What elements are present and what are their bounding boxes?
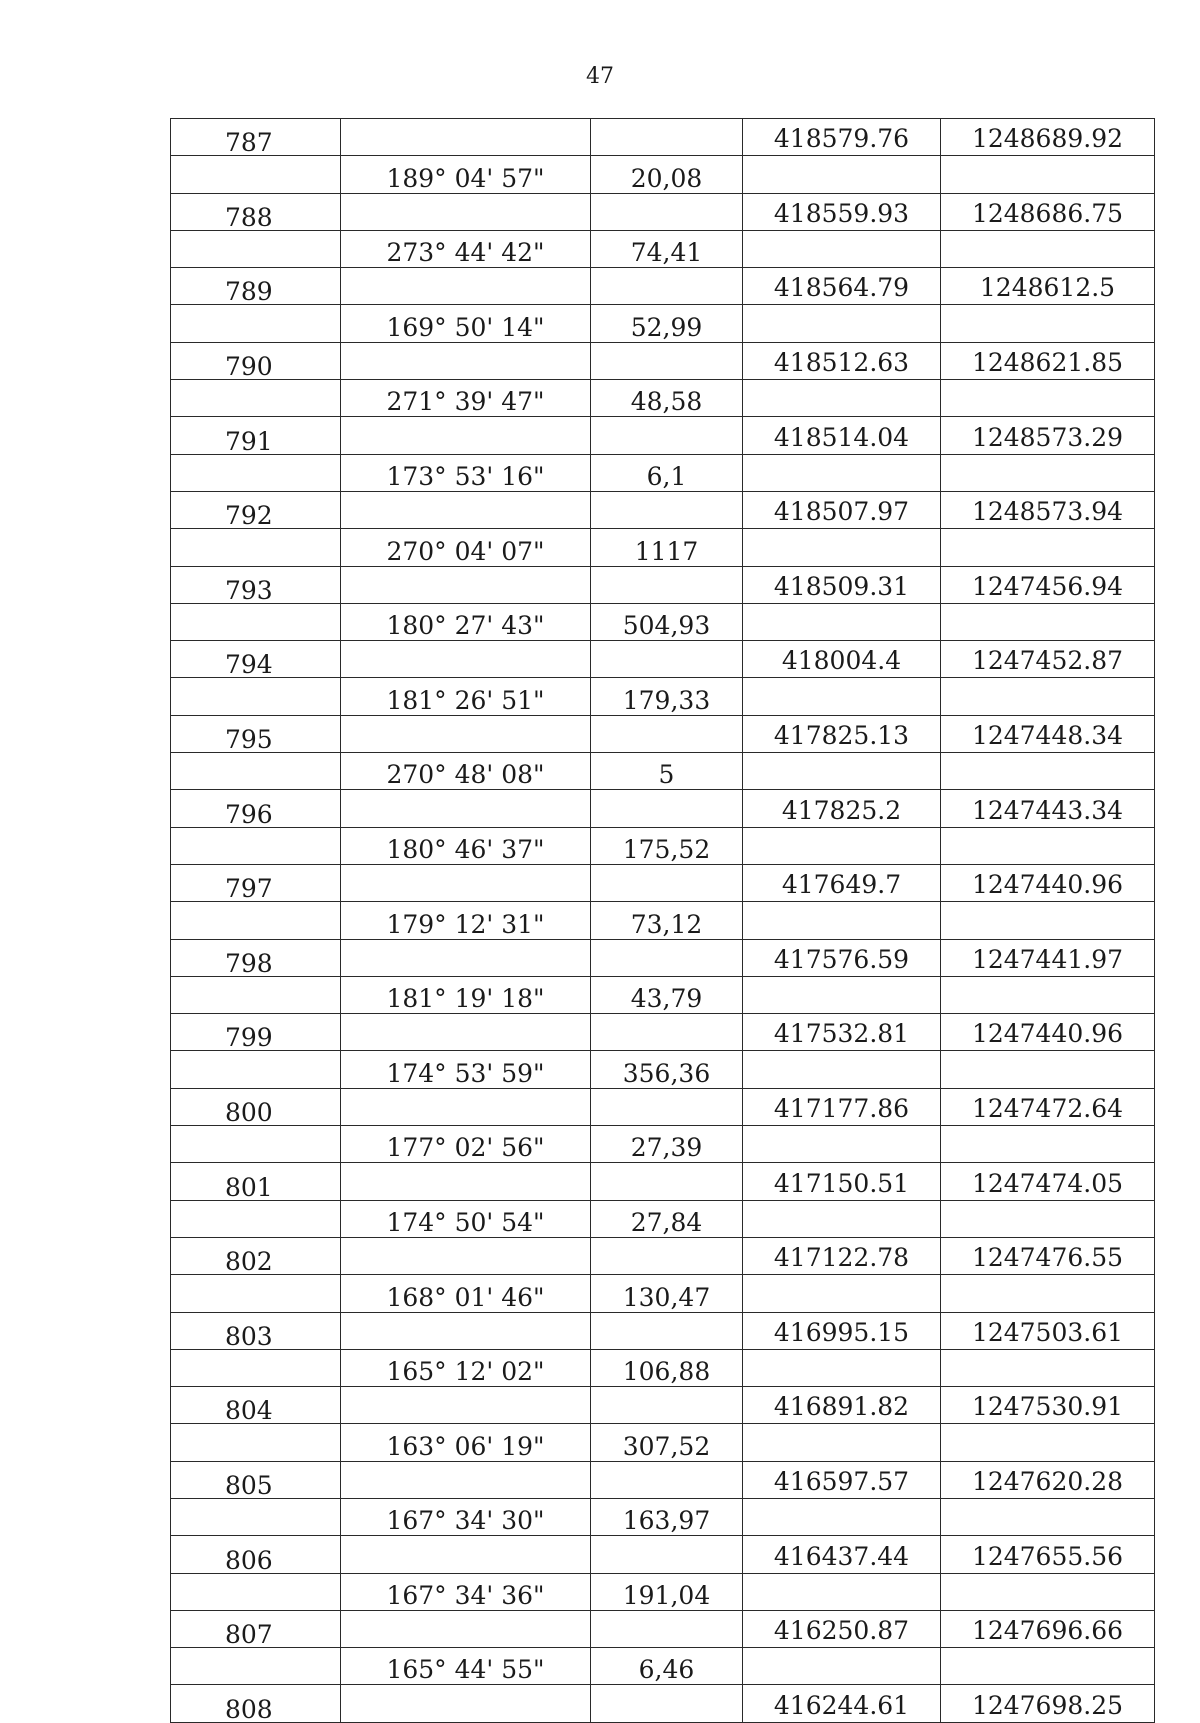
bearing-angle-cell	[341, 491, 591, 528]
distance-cell: 74,41	[591, 230, 743, 267]
point-number-cell	[171, 1126, 341, 1163]
y-coordinate-cell	[941, 380, 1155, 417]
point-row	[171, 1163, 1155, 1200]
x-coordinate-cell	[743, 454, 941, 491]
point-row	[171, 1536, 1155, 1573]
coordinates-table-body	[171, 119, 1155, 1723]
distance-cell	[591, 566, 743, 603]
segment-row	[171, 1573, 1155, 1610]
segment-row	[171, 753, 1155, 790]
x-coordinate-cell	[743, 1200, 941, 1237]
point-number-cell: 800	[171, 1088, 341, 1125]
distance-cell	[591, 1237, 743, 1274]
y-coordinate-cell: 1247441.97	[941, 939, 1155, 976]
y-coordinate-cell	[941, 156, 1155, 193]
bearing-angle-cell: 181° 26' 51"	[341, 678, 591, 715]
x-coordinate-cell	[743, 305, 941, 342]
y-coordinate-cell	[941, 1648, 1155, 1685]
point-number-cell: 791	[171, 417, 341, 454]
distance-cell	[591, 1536, 743, 1573]
y-coordinate-cell: 1247472.64	[941, 1088, 1155, 1125]
segment-row	[171, 1424, 1155, 1461]
point-number-cell	[171, 1573, 341, 1610]
point-number-cell: 792	[171, 491, 341, 528]
point-number-cell: 788	[171, 193, 341, 230]
distance-cell: 6,1	[591, 454, 743, 491]
point-number-cell: 790	[171, 342, 341, 379]
point-row	[171, 1312, 1155, 1349]
point-number-cell	[171, 1498, 341, 1535]
x-coordinate-cell	[743, 380, 941, 417]
y-coordinate-cell: 1247655.56	[941, 1536, 1155, 1573]
distance-cell	[591, 715, 743, 752]
bearing-angle-cell	[341, 641, 591, 678]
segment-row	[171, 380, 1155, 417]
y-coordinate-cell	[941, 827, 1155, 864]
distance-cell: 106,88	[591, 1349, 743, 1386]
point-number-cell: 795	[171, 715, 341, 752]
x-coordinate-cell: 416250.87	[743, 1610, 941, 1647]
distance-cell	[591, 1312, 743, 1349]
bearing-angle-cell	[341, 342, 591, 379]
distance-cell	[591, 790, 743, 827]
bearing-angle-cell: 168° 01' 46"	[341, 1275, 591, 1312]
distance-cell	[591, 193, 743, 230]
point-row	[171, 939, 1155, 976]
point-row	[171, 1387, 1155, 1424]
x-coordinate-cell: 418509.31	[743, 566, 941, 603]
point-row	[171, 1088, 1155, 1125]
point-number-cell: 804	[171, 1387, 341, 1424]
bearing-angle-cell	[341, 193, 591, 230]
x-coordinate-cell	[743, 529, 941, 566]
point-row	[171, 1014, 1155, 1051]
bearing-angle-cell	[341, 1312, 591, 1349]
point-row	[171, 417, 1155, 454]
distance-cell	[591, 864, 743, 901]
bearing-angle-cell	[341, 268, 591, 305]
y-coordinate-cell: 1247440.96	[941, 1014, 1155, 1051]
bearing-angle-cell	[341, 1088, 591, 1125]
x-coordinate-cell	[743, 1648, 941, 1685]
point-number-cell	[171, 230, 341, 267]
y-coordinate-cell	[941, 753, 1155, 790]
distance-cell: 6,46	[591, 1648, 743, 1685]
x-coordinate-cell: 416437.44	[743, 1536, 941, 1573]
distance-cell	[591, 641, 743, 678]
point-row	[171, 268, 1155, 305]
segment-row	[171, 156, 1155, 193]
distance-cell: 48,58	[591, 380, 743, 417]
x-coordinate-cell	[743, 1573, 941, 1610]
distance-cell: 191,04	[591, 1573, 743, 1610]
distance-cell: 52,99	[591, 305, 743, 342]
point-row	[171, 715, 1155, 752]
segment-row	[171, 1200, 1155, 1237]
x-coordinate-cell	[743, 156, 941, 193]
coordinates-table	[170, 118, 1155, 1723]
y-coordinate-cell	[941, 902, 1155, 939]
x-coordinate-cell	[743, 1424, 941, 1461]
y-coordinate-cell	[941, 1126, 1155, 1163]
y-coordinate-cell: 1248573.94	[941, 491, 1155, 528]
y-coordinate-cell	[941, 678, 1155, 715]
distance-cell	[591, 1461, 743, 1498]
y-coordinate-cell: 1247474.05	[941, 1163, 1155, 1200]
bearing-angle-cell: 189° 04' 57"	[341, 156, 591, 193]
distance-cell: 27,39	[591, 1126, 743, 1163]
bearing-angle-cell: 179° 12' 31"	[341, 902, 591, 939]
point-number-cell	[171, 1424, 341, 1461]
segment-row	[171, 1498, 1155, 1535]
y-coordinate-cell	[941, 1424, 1155, 1461]
segment-row	[171, 305, 1155, 342]
bearing-angle-cell: 271° 39' 47"	[341, 380, 591, 417]
x-coordinate-cell: 417576.59	[743, 939, 941, 976]
point-number-cell: 807	[171, 1610, 341, 1647]
distance-cell: 20,08	[591, 156, 743, 193]
x-coordinate-cell: 417150.51	[743, 1163, 941, 1200]
distance-cell: 175,52	[591, 827, 743, 864]
x-coordinate-cell: 417532.81	[743, 1014, 941, 1051]
point-number-cell	[171, 753, 341, 790]
bearing-angle-cell: 174° 53' 59"	[341, 1051, 591, 1088]
distance-cell	[591, 939, 743, 976]
bearing-angle-cell	[341, 939, 591, 976]
x-coordinate-cell: 417825.2	[743, 790, 941, 827]
bearing-angle-cell	[341, 566, 591, 603]
bearing-angle-cell: 169° 50' 14"	[341, 305, 591, 342]
bearing-angle-cell: 174° 50' 54"	[341, 1200, 591, 1237]
bearing-angle-cell: 270° 04' 07"	[341, 529, 591, 566]
point-row	[171, 641, 1155, 678]
point-number-cell	[171, 603, 341, 640]
segment-row	[171, 1349, 1155, 1386]
point-row	[171, 119, 1155, 156]
distance-cell	[591, 342, 743, 379]
bearing-angle-cell	[341, 1014, 591, 1051]
distance-cell: 27,84	[591, 1200, 743, 1237]
x-coordinate-cell	[743, 1349, 941, 1386]
x-coordinate-cell: 418514.04	[743, 417, 941, 454]
point-number-cell	[171, 529, 341, 566]
segment-row	[171, 603, 1155, 640]
x-coordinate-cell: 418507.97	[743, 491, 941, 528]
bearing-angle-cell: 163° 06' 19"	[341, 1424, 591, 1461]
distance-cell: 1117	[591, 529, 743, 566]
bearing-angle-cell: 165° 44' 55"	[341, 1648, 591, 1685]
bearing-angle-cell: 270° 48' 08"	[341, 753, 591, 790]
y-coordinate-cell	[941, 230, 1155, 267]
y-coordinate-cell: 1247698.25	[941, 1685, 1155, 1722]
distance-cell: 356,36	[591, 1051, 743, 1088]
point-number-cell: 794	[171, 641, 341, 678]
segment-row	[171, 1126, 1155, 1163]
x-coordinate-cell: 417122.78	[743, 1237, 941, 1274]
point-row	[171, 790, 1155, 827]
point-row	[171, 1685, 1155, 1722]
distance-cell	[591, 1163, 743, 1200]
bearing-angle-cell	[341, 790, 591, 827]
segment-row	[171, 678, 1155, 715]
bearing-angle-cell	[341, 715, 591, 752]
bearing-angle-cell: 167° 34' 36"	[341, 1573, 591, 1610]
x-coordinate-cell: 416891.82	[743, 1387, 941, 1424]
bearing-angle-cell: 177° 02' 56"	[341, 1126, 591, 1163]
point-number-cell: 806	[171, 1536, 341, 1573]
segment-row	[171, 1648, 1155, 1685]
segment-row	[171, 230, 1155, 267]
bearing-angle-cell	[341, 1610, 591, 1647]
x-coordinate-cell: 416597.57	[743, 1461, 941, 1498]
point-number-cell: 797	[171, 864, 341, 901]
point-number-cell: 796	[171, 790, 341, 827]
point-number-cell	[171, 678, 341, 715]
point-number-cell	[171, 1051, 341, 1088]
distance-cell: 307,52	[591, 1424, 743, 1461]
bearing-angle-cell: 180° 27' 43"	[341, 603, 591, 640]
y-coordinate-cell: 1247620.28	[941, 1461, 1155, 1498]
bearing-angle-cell	[341, 1237, 591, 1274]
x-coordinate-cell	[743, 976, 941, 1013]
distance-cell: 504,93	[591, 603, 743, 640]
point-number-cell: 805	[171, 1461, 341, 1498]
point-number-cell	[171, 827, 341, 864]
x-coordinate-cell: 418004.4	[743, 641, 941, 678]
point-row	[171, 1237, 1155, 1274]
x-coordinate-cell	[743, 678, 941, 715]
segment-row	[171, 529, 1155, 566]
bearing-angle-cell: 167° 34' 30"	[341, 1498, 591, 1535]
point-number-cell: 789	[171, 268, 341, 305]
segment-row	[171, 1275, 1155, 1312]
x-coordinate-cell: 418559.93	[743, 193, 941, 230]
distance-cell	[591, 1387, 743, 1424]
point-number-cell: 787	[171, 119, 341, 156]
point-number-cell: 799	[171, 1014, 341, 1051]
y-coordinate-cell: 1247456.94	[941, 566, 1155, 603]
point-number-cell: 798	[171, 939, 341, 976]
x-coordinate-cell	[743, 827, 941, 864]
point-number-cell: 801	[171, 1163, 341, 1200]
bearing-angle-cell	[341, 1461, 591, 1498]
bearing-angle-cell	[341, 1163, 591, 1200]
x-coordinate-cell: 418512.63	[743, 342, 941, 379]
y-coordinate-cell: 1247696.66	[941, 1610, 1155, 1647]
bearing-angle-cell: 180° 46' 37"	[341, 827, 591, 864]
y-coordinate-cell	[941, 529, 1155, 566]
distance-cell: 163,97	[591, 1498, 743, 1535]
point-row	[171, 1610, 1155, 1647]
point-number-cell	[171, 1200, 341, 1237]
y-coordinate-cell: 1248621.85	[941, 342, 1155, 379]
point-row	[171, 342, 1155, 379]
point-number-cell: 808	[171, 1685, 341, 1722]
bearing-angle-cell	[341, 1685, 591, 1722]
distance-cell: 73,12	[591, 902, 743, 939]
y-coordinate-cell: 1247443.34	[941, 790, 1155, 827]
segment-row	[171, 827, 1155, 864]
distance-cell	[591, 1014, 743, 1051]
point-number-cell	[171, 454, 341, 491]
x-coordinate-cell: 416995.15	[743, 1312, 941, 1349]
distance-cell: 179,33	[591, 678, 743, 715]
point-row	[171, 566, 1155, 603]
point-number-cell	[171, 380, 341, 417]
x-coordinate-cell: 417177.86	[743, 1088, 941, 1125]
segment-row	[171, 976, 1155, 1013]
x-coordinate-cell: 418579.76	[743, 119, 941, 156]
distance-cell	[591, 1685, 743, 1722]
y-coordinate-cell: 1247440.96	[941, 864, 1155, 901]
distance-cell: 43,79	[591, 976, 743, 1013]
y-coordinate-cell	[941, 1573, 1155, 1610]
x-coordinate-cell	[743, 603, 941, 640]
x-coordinate-cell: 417825.13	[743, 715, 941, 752]
bearing-angle-cell: 173° 53' 16"	[341, 454, 591, 491]
distance-cell: 5	[591, 753, 743, 790]
point-number-cell	[171, 156, 341, 193]
bearing-angle-cell: 273° 44' 42"	[341, 230, 591, 267]
x-coordinate-cell	[743, 230, 941, 267]
x-coordinate-cell	[743, 1498, 941, 1535]
point-number-cell: 802	[171, 1237, 341, 1274]
x-coordinate-cell	[743, 753, 941, 790]
y-coordinate-cell	[941, 1051, 1155, 1088]
bearing-angle-cell	[341, 417, 591, 454]
y-coordinate-cell: 1248689.92	[941, 119, 1155, 156]
point-row	[171, 193, 1155, 230]
x-coordinate-cell	[743, 1051, 941, 1088]
point-number-cell	[171, 1275, 341, 1312]
y-coordinate-cell: 1248686.75	[941, 193, 1155, 230]
distance-cell	[591, 268, 743, 305]
y-coordinate-cell: 1248573.29	[941, 417, 1155, 454]
bearing-angle-cell	[341, 1536, 591, 1573]
distance-cell	[591, 491, 743, 528]
x-coordinate-cell: 416244.61	[743, 1685, 941, 1722]
point-number-cell	[171, 1648, 341, 1685]
segment-row	[171, 454, 1155, 491]
y-coordinate-cell	[941, 1498, 1155, 1535]
point-number-cell: 793	[171, 566, 341, 603]
y-coordinate-cell	[941, 603, 1155, 640]
distance-cell	[591, 119, 743, 156]
y-coordinate-cell: 1247452.87	[941, 641, 1155, 678]
point-number-cell	[171, 976, 341, 1013]
bearing-angle-cell: 165° 12' 02"	[341, 1349, 591, 1386]
distance-cell	[591, 1610, 743, 1647]
point-number-cell	[171, 1349, 341, 1386]
point-row	[171, 491, 1155, 528]
bearing-angle-cell: 181° 19' 18"	[341, 976, 591, 1013]
y-coordinate-cell: 1247503.61	[941, 1312, 1155, 1349]
bearing-angle-cell	[341, 1387, 591, 1424]
point-number-cell	[171, 902, 341, 939]
distance-cell	[591, 1088, 743, 1125]
y-coordinate-cell: 1248612.5	[941, 268, 1155, 305]
y-coordinate-cell	[941, 976, 1155, 1013]
point-number-cell: 803	[171, 1312, 341, 1349]
point-row	[171, 864, 1155, 901]
x-coordinate-cell	[743, 902, 941, 939]
segment-row	[171, 902, 1155, 939]
y-coordinate-cell: 1247530.91	[941, 1387, 1155, 1424]
x-coordinate-cell: 417649.7	[743, 864, 941, 901]
y-coordinate-cell: 1247476.55	[941, 1237, 1155, 1274]
y-coordinate-cell	[941, 1275, 1155, 1312]
x-coordinate-cell	[743, 1275, 941, 1312]
x-coordinate-cell: 418564.79	[743, 268, 941, 305]
y-coordinate-cell	[941, 454, 1155, 491]
bearing-angle-cell	[341, 864, 591, 901]
point-number-cell	[171, 305, 341, 342]
segment-row	[171, 1051, 1155, 1088]
page-number: 47	[586, 64, 614, 89]
point-row	[171, 1461, 1155, 1498]
y-coordinate-cell: 1247448.34	[941, 715, 1155, 752]
y-coordinate-cell	[941, 1200, 1155, 1237]
bearing-angle-cell	[341, 119, 591, 156]
x-coordinate-cell	[743, 1126, 941, 1163]
y-coordinate-cell	[941, 305, 1155, 342]
y-coordinate-cell	[941, 1349, 1155, 1386]
distance-cell: 130,47	[591, 1275, 743, 1312]
distance-cell	[591, 417, 743, 454]
